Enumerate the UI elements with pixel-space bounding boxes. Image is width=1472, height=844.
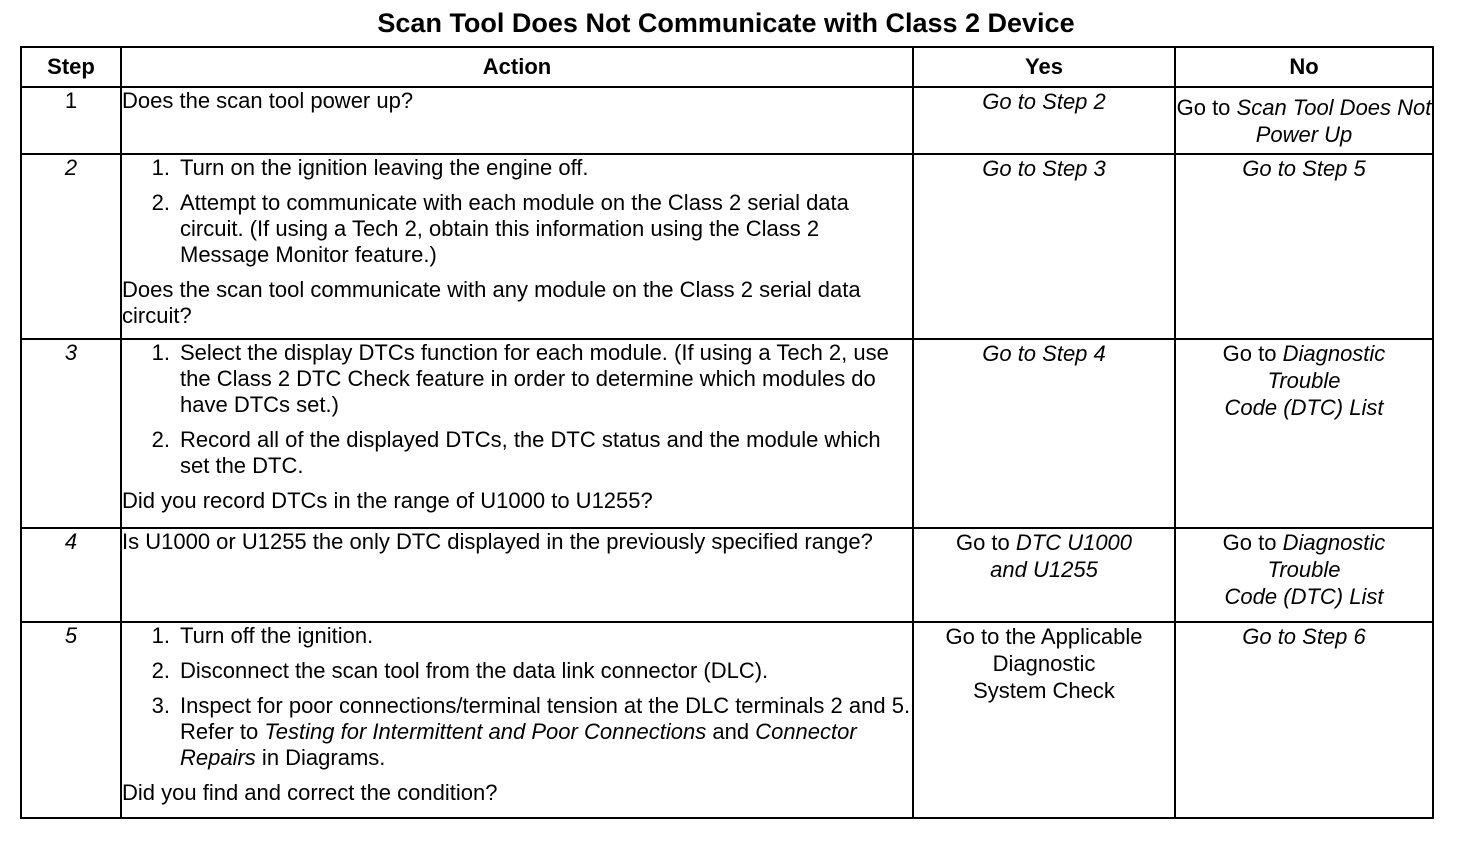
no-prefix: Go to bbox=[1176, 94, 1237, 120]
step-question: Does the scan tool communicate with any module on the Class 2 serial data circuit? bbox=[122, 277, 861, 328]
step-number: 5 bbox=[21, 622, 121, 818]
table-row bbox=[21, 87, 1433, 154]
step-number: 2 bbox=[21, 154, 121, 339]
action-cell bbox=[121, 339, 913, 528]
action-cell bbox=[121, 528, 913, 622]
yes-cell bbox=[913, 622, 1175, 818]
table-row bbox=[21, 528, 1433, 622]
step-question: Does the scan tool power up? bbox=[122, 88, 414, 113]
action-item: 3. Inspect for poor connections/terminal tension at the DLC terminals 2 and 5. Refer to Testing for Intermittent and Poor Connections and Connector Repairs in Diagrams. bbox=[151, 693, 911, 770]
yes-link[interactable]: Go to Step 3 bbox=[982, 156, 1106, 181]
no-link[interactable]: Code (DTC) List bbox=[1224, 395, 1384, 420]
header-no: No bbox=[1175, 47, 1433, 87]
page-title: Scan Tool Does Not Communicate with Class 2 Device bbox=[377, 8, 1075, 38]
yes-link[interactable]: Go to Step 4 bbox=[982, 341, 1106, 366]
header-step: Step bbox=[21, 47, 121, 87]
step-question: Did you record DTCs in the range of U1000 to U1255? bbox=[122, 488, 653, 513]
no-link[interactable]: Code (DTC) List bbox=[1224, 584, 1384, 609]
yes-link[interactable]: and U1255 bbox=[990, 557, 1098, 582]
action-item: 1. Turn off the ignition. bbox=[151, 623, 374, 648]
no-prefix: Go to bbox=[1222, 530, 1283, 555]
reference-link[interactable]: Testing for Intermittent and Poor Connections bbox=[264, 719, 707, 744]
no-link[interactable]: Go to Step 5 bbox=[1242, 156, 1366, 181]
no-cell bbox=[1175, 339, 1433, 528]
action-item: 2. Disconnect the scan tool from the data link connector (DLC). bbox=[151, 658, 769, 683]
no-cell bbox=[1175, 154, 1433, 339]
no-cell bbox=[1175, 622, 1433, 818]
no-cell bbox=[1175, 87, 1433, 154]
action-item: 1. Select the display DTCs function for each module. (If using a Tech 2, use the Class 2 DTC Check feature in order to determine which modules do have DTCs set.) bbox=[151, 340, 889, 417]
yes-cell bbox=[913, 154, 1175, 339]
yes-link[interactable]: System Check bbox=[973, 678, 1115, 703]
no-link[interactable]: Scan Tool Does Not Power Up bbox=[1236, 94, 1432, 147]
action-steps bbox=[122, 623, 912, 771]
yes-prefix: Go to bbox=[955, 530, 1016, 555]
no-cell bbox=[1175, 528, 1433, 622]
action-steps bbox=[122, 340, 912, 479]
step-question: Did you find and correct the condition? bbox=[122, 780, 498, 805]
action-steps bbox=[122, 155, 912, 268]
no-link[interactable]: Diagnostic bbox=[1282, 341, 1386, 366]
header-action: Action bbox=[121, 47, 913, 87]
yes-link[interactable]: DTC U1000 bbox=[1015, 530, 1133, 555]
step-number: 3 bbox=[21, 339, 121, 528]
action-item: 2. Record all of the displayed DTCs, the DTC status and the module which set the DTC. bbox=[151, 427, 881, 478]
yes-link[interactable]: Go to Step 2 bbox=[982, 89, 1106, 114]
header-yes: Yes bbox=[913, 47, 1175, 87]
action-cell bbox=[121, 87, 913, 154]
reference-link[interactable]: Connector Repairs bbox=[180, 719, 857, 770]
yes-cell bbox=[913, 528, 1175, 622]
table-row bbox=[21, 622, 1433, 818]
table-row bbox=[21, 339, 1433, 528]
no-prefix: Go to bbox=[1222, 341, 1283, 366]
table-row bbox=[21, 154, 1433, 339]
yes-cell bbox=[913, 87, 1175, 154]
step-number: 4 bbox=[21, 528, 121, 622]
step-number: 1 bbox=[21, 87, 121, 154]
no-link[interactable]: Trouble bbox=[1267, 557, 1341, 582]
action-item: 2. Attempt to communicate with each module on the Class 2 serial data circuit. (If using a Tech 2, obtain this information using the Class 2 Message Monitor feature.) bbox=[151, 190, 849, 267]
no-link[interactable]: Trouble bbox=[1267, 368, 1341, 393]
yes-link[interactable]: Diagnostic bbox=[992, 651, 1096, 676]
no-link[interactable]: Go to Step 6 bbox=[1242, 624, 1366, 649]
no-link[interactable]: Diagnostic bbox=[1282, 530, 1386, 555]
yes-link[interactable]: Go to the Applicable bbox=[945, 624, 1143, 649]
action-item: 1. Turn on the ignition leaving the engine off. bbox=[151, 155, 589, 180]
header-row bbox=[21, 47, 1433, 87]
yes-cell bbox=[913, 339, 1175, 528]
action-cell bbox=[121, 154, 913, 339]
diagnostic-table bbox=[20, 46, 1434, 819]
action-cell bbox=[121, 622, 913, 818]
step-question: Is U1000 or U1255 the only DTC displayed in the previously specified range? bbox=[122, 529, 873, 554]
